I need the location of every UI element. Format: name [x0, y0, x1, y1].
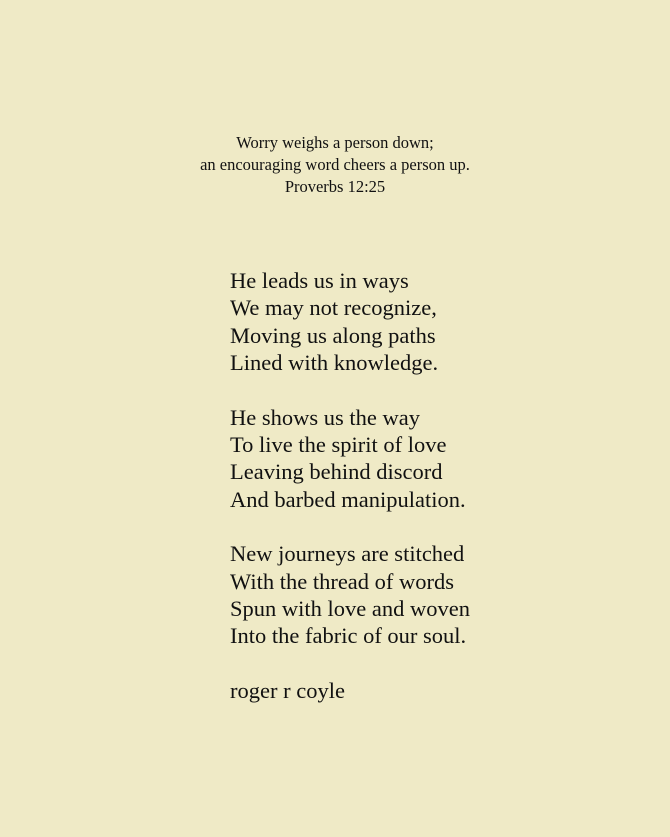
- stanza-3: [230, 540, 470, 649]
- poem-line: He shows us the way: [230, 404, 420, 430]
- poem-line: And barbed manipulation.: [230, 486, 466, 512]
- poem-line: With the thread of words: [230, 568, 455, 594]
- poem-line: Spun with love and woven: [230, 595, 470, 621]
- epigraph-line: Worry weighs a person down;: [236, 133, 434, 152]
- epigraph-line: an encouraging word cheers a person up.: [200, 155, 470, 174]
- poem-line: Moving us along paths: [230, 322, 436, 348]
- poem-line: New journeys are stitched: [230, 541, 465, 567]
- poem-line: To live the spirit of love: [230, 431, 447, 457]
- poem: [230, 267, 470, 704]
- poem-line: He leads us in ways: [230, 268, 409, 293]
- epigraph: [0, 132, 670, 198]
- poem-line: We may not recognize,: [230, 295, 437, 321]
- author-signature: roger r coyle: [230, 678, 345, 704]
- stanza-1: [230, 267, 470, 376]
- poem-line: Lined with knowledge.: [230, 349, 439, 375]
- poem-line: Into the fabric of our soul.: [230, 623, 467, 649]
- stanza-2: [230, 404, 470, 513]
- epigraph-citation: Proverbs 12:25: [284, 177, 386, 196]
- poem-line: Leaving behind discord: [230, 459, 443, 485]
